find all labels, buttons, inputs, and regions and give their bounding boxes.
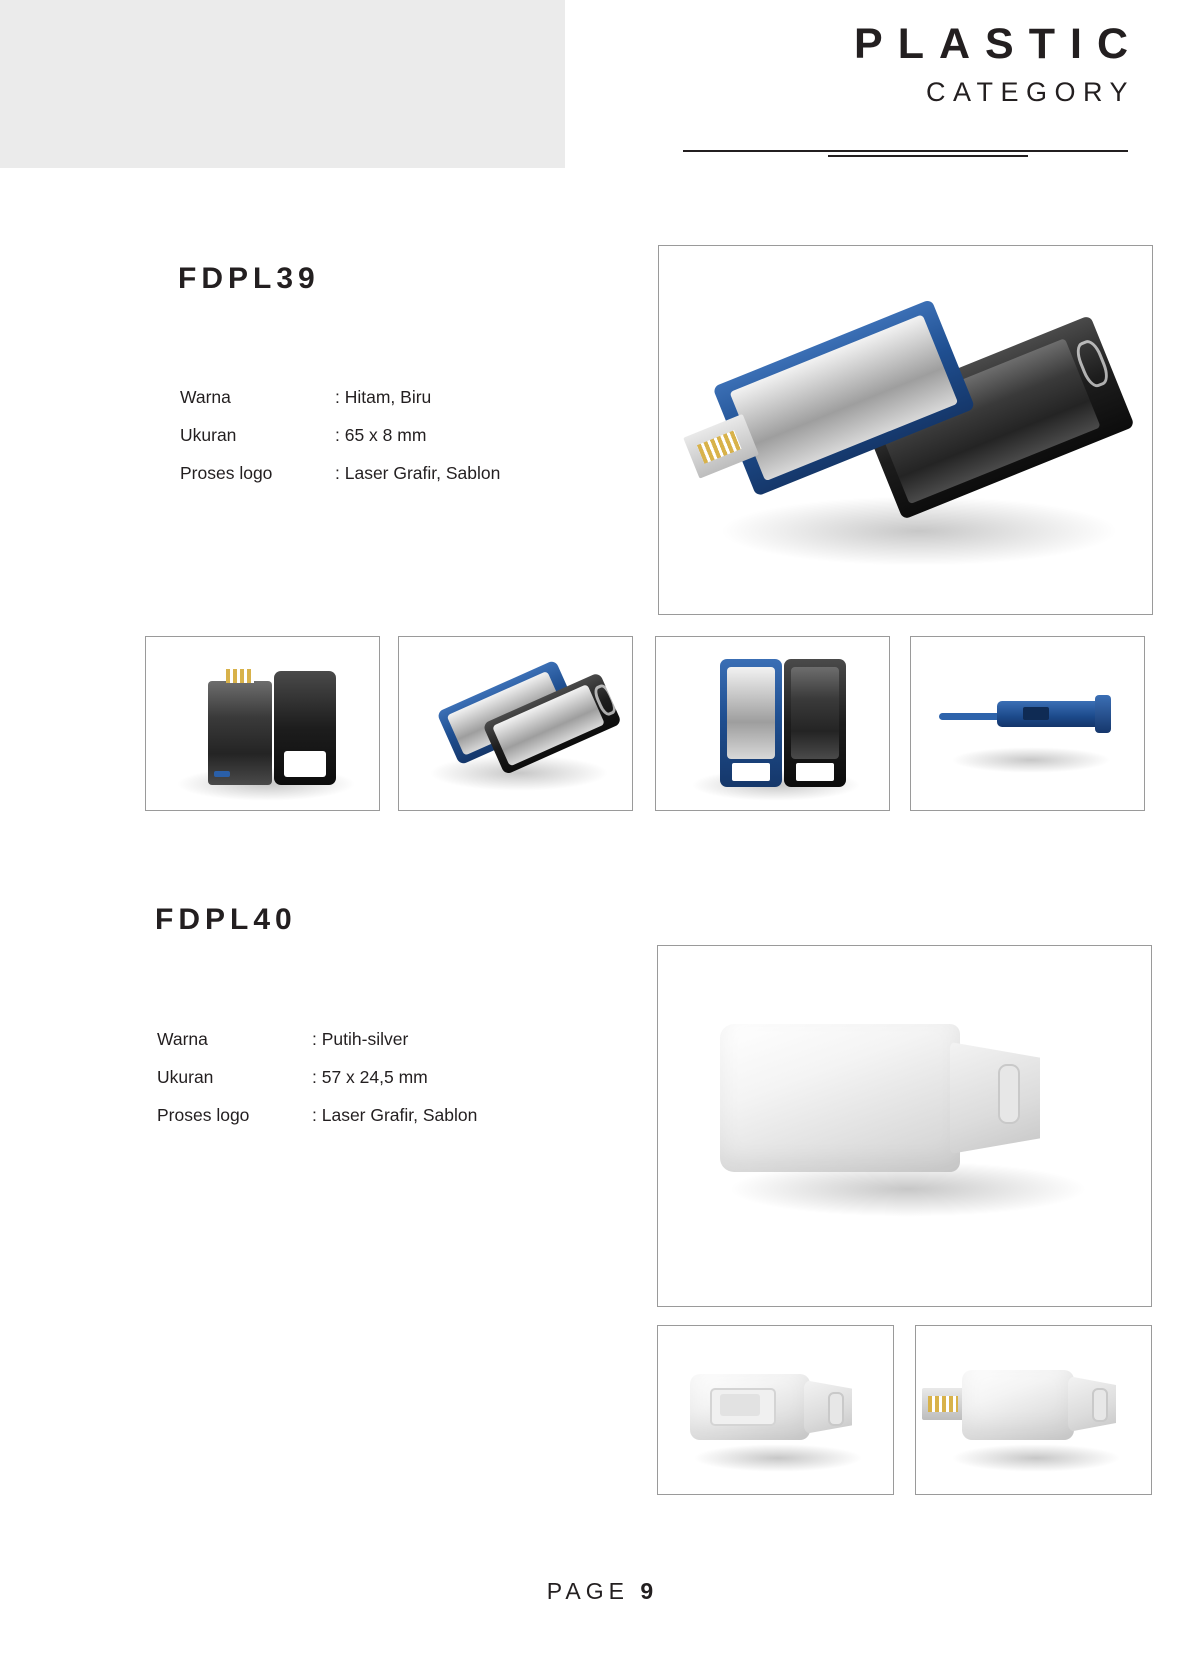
product-code-fdpl40: FDPL40 bbox=[155, 903, 297, 936]
page-header bbox=[0, 0, 1200, 175]
spec-row bbox=[180, 416, 500, 454]
spec-table-fdpl39 bbox=[180, 378, 500, 492]
footer-label: PAGE bbox=[546, 1578, 630, 1604]
product-thumbnail-1-fdpl40 bbox=[657, 1325, 894, 1495]
product-thumbnail-3-fdpl39 bbox=[655, 636, 890, 811]
header-rule-short bbox=[828, 155, 1028, 157]
spec-label-proses-logo: Proses logo bbox=[180, 463, 273, 483]
category-subtitle: CATEGORY bbox=[925, 77, 1135, 108]
product-code-fdpl39: FDPL39 bbox=[178, 262, 320, 295]
usb-drive-illustration bbox=[911, 637, 1144, 810]
page-footer bbox=[0, 1578, 1200, 1605]
spec-row bbox=[157, 1058, 477, 1096]
spec-value-proses-logo: : Laser Grafir, Sablon bbox=[335, 463, 501, 483]
spec-row bbox=[180, 454, 500, 492]
product-thumbnail-1-fdpl39 bbox=[145, 636, 380, 811]
footer-page-number: 9 bbox=[640, 1578, 654, 1604]
header-grey-band bbox=[0, 0, 565, 168]
product-thumbnail-2-fdpl40 bbox=[915, 1325, 1152, 1495]
spec-value-ukuran: : 57 x 24,5 mm bbox=[312, 1067, 428, 1087]
spec-value-warna: : Hitam, Biru bbox=[335, 387, 432, 407]
spec-value-ukuran: : 65 x 8 mm bbox=[335, 425, 427, 445]
usb-drive-illustration bbox=[146, 637, 379, 810]
header-rule-long bbox=[683, 150, 1128, 152]
spec-table-fdpl40 bbox=[157, 1020, 477, 1134]
spec-label-ukuran: Ukuran bbox=[157, 1067, 214, 1087]
spec-label-warna: Warna bbox=[180, 387, 231, 407]
product-thumbnail-4-fdpl39 bbox=[910, 636, 1145, 811]
header-rule bbox=[683, 150, 1128, 156]
product-photo-main-fdpl39 bbox=[658, 245, 1153, 615]
spec-label-ukuran: Ukuran bbox=[180, 425, 237, 445]
usb-drive-illustration bbox=[656, 637, 889, 810]
category-title: PLASTIC bbox=[854, 20, 1143, 68]
usb-drive-illustration bbox=[399, 637, 632, 810]
usb-drive-illustration bbox=[658, 946, 1151, 1306]
spec-value-warna: : Putih-silver bbox=[312, 1029, 409, 1049]
spec-label-warna: Warna bbox=[157, 1029, 208, 1049]
spec-row bbox=[157, 1096, 477, 1134]
usb-drive-illustration bbox=[916, 1326, 1151, 1494]
usb-drive-illustration bbox=[658, 1326, 893, 1494]
usb-drive-illustration bbox=[659, 246, 1152, 614]
spec-row bbox=[157, 1020, 477, 1058]
header-title-group bbox=[508, 20, 1143, 108]
spec-row bbox=[180, 378, 500, 416]
product-thumbnail-2-fdpl39 bbox=[398, 636, 633, 811]
spec-label-proses-logo: Proses logo bbox=[157, 1105, 250, 1125]
product-photo-main-fdpl40 bbox=[657, 945, 1152, 1307]
spec-value-proses-logo: : Laser Grafir, Sablon bbox=[312, 1105, 478, 1125]
